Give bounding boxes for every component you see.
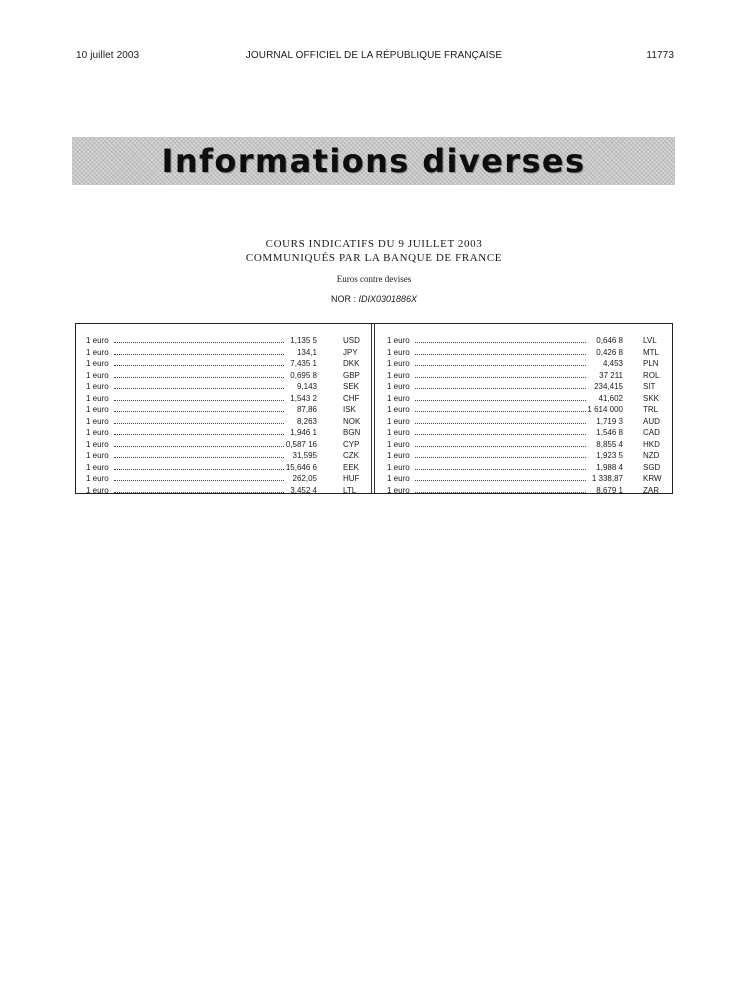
rate-row [86,450,363,462]
rate-value: 4,453 [602,359,623,368]
dot-leader [415,480,586,481]
rate-value: 1 338,87 [591,474,623,483]
section-banner [72,137,675,185]
rate-row [387,393,664,405]
rate-value: 7,435 1 [290,359,317,368]
rate-label: 1 euro [86,405,109,414]
rate-row [86,370,363,382]
dot-leader [415,354,586,355]
rate-value: 37 211 [599,370,623,380]
rate-label: 1 euro [387,439,410,449]
dot-leader [114,457,284,458]
currency-code: LTL [343,485,357,495]
rate-label: 1 euro [86,347,109,357]
nor-code: IDIX0301886X [358,294,418,304]
currency-code: GBP [343,370,360,380]
rate-row [86,347,363,359]
rate-row [387,381,664,393]
rate-row [387,404,664,416]
rate-row [387,485,664,497]
dot-leader [415,377,586,378]
dot-leader [415,411,586,412]
currency-code: ROL [643,370,660,380]
dot-leader [114,423,284,424]
rate-row [86,462,363,474]
column-divider [371,324,375,493]
rate-value: 1,719 3 [596,416,623,426]
rates-column-right [387,335,664,496]
dot-leader [114,434,284,435]
rate-row [86,358,363,370]
currency-code: EEK [343,462,360,472]
currency-code: SIT [643,382,656,391]
dot-leader [114,342,284,343]
rate-row [86,427,363,439]
rate-label: 1 euro [387,451,410,460]
rate-value: 3,452 4 [290,485,317,495]
rate-label: 1 euro [387,382,410,391]
nor-label: NOR : [330,294,356,304]
rate-value: 0,695 8 [290,370,317,380]
currency-code: LVL [643,336,657,345]
dot-leader [114,411,284,412]
rate-row [387,335,664,347]
rate-label: 1 euro [86,393,109,403]
rate-label: 1 euro [86,370,109,380]
rates-column-left [86,335,363,496]
rate-label: 1 euro [86,439,109,449]
rate-label: 1 euro [387,393,410,403]
dot-leader [114,377,284,378]
currency-code: TRL [643,405,659,414]
currency-code: AUD [643,416,660,426]
rate-label: 1 euro [86,462,109,472]
notice-subtitle: Euros contre devises [336,274,412,284]
rate-value: 1,923 5 [596,451,623,460]
rate-row [387,439,664,451]
dot-leader [415,434,586,435]
rate-label: 1 euro [86,428,109,437]
rate-row [387,347,664,359]
rate-row [86,416,363,428]
currency-code: MTL [643,347,659,357]
page-number: 11773 [646,50,674,61]
currency-code: CYP [343,439,360,449]
dot-leader [415,492,586,493]
rate-value: 1 614 000 [587,405,623,414]
rate-row [86,439,363,451]
header-date: 10 juillet 2003 [76,50,140,61]
rate-value: 41,602 [598,393,623,403]
rate-label: 1 euro [387,336,410,345]
currency-code: BGN [343,428,361,437]
rate-value: 9,143 [296,382,317,391]
rate-label: 1 euro [387,359,410,368]
rate-value: 0,587 16 [285,439,317,449]
dot-leader [415,423,586,424]
rate-value: 1,546 8 [596,428,623,437]
currency-code: CZK [343,451,359,460]
dot-leader [415,400,586,401]
dot-leader [415,365,586,366]
currency-code: DKK [343,359,360,368]
rate-row [86,404,363,416]
rate-row [387,358,664,370]
rate-label: 1 euro [387,347,410,357]
rate-label: 1 euro [86,336,109,345]
currency-code: CHF [343,393,360,403]
currency-code: JPY [343,347,358,357]
currency-code: USD [343,336,360,345]
dot-leader [114,388,284,389]
rate-row [387,370,664,382]
rate-value: 234,415 [594,382,623,391]
dot-leader [114,354,284,355]
dot-leader [114,492,284,493]
rate-label: 1 euro [86,382,109,391]
dot-leader [114,365,284,366]
rate-value: 1,988 4 [596,462,623,472]
rate-value: 8,679 1 [596,485,623,495]
currency-code: SGD [643,462,661,472]
rate-row [387,416,664,428]
rate-value: 262,05 [292,474,317,483]
rate-row [86,335,363,347]
rate-row [86,381,363,393]
rate-label: 1 euro [86,416,109,426]
dot-leader [415,342,586,343]
currency-code: CAD [643,428,660,437]
rate-label: 1 euro [387,485,410,495]
currency-code: KRW [643,474,662,483]
currency-code: ZAR [643,485,659,495]
section-title: Informations diverses [161,142,586,180]
nor-reference [0,294,748,304]
dot-leader [415,469,586,470]
rate-row [387,427,664,439]
dot-leader [114,446,284,447]
rate-value: 0,426 8 [596,347,623,357]
rate-value: 15,646 6 [285,462,317,472]
currency-code: SKK [643,393,660,403]
currency-code: HUF [343,474,360,483]
currency-code: PLN [643,359,659,368]
rate-label: 1 euro [387,405,410,414]
rate-value: 1,946 1 [290,428,317,437]
dot-leader [114,480,284,481]
currency-code: NZD [643,451,660,460]
rate-value: 31,595 [292,451,317,460]
currency-code: ISK [343,405,356,414]
exchange-rate-table [75,323,673,494]
rate-value: 87,86 [296,405,317,414]
rate-value: 1,543 2 [290,393,317,403]
rate-row [387,462,664,474]
dot-leader [415,446,586,447]
dot-leader [114,400,284,401]
rate-value: 8,263 [296,416,317,426]
rate-row [86,485,363,497]
dot-leader [114,469,284,470]
dot-leader [415,457,586,458]
currency-code: HKD [643,439,660,449]
rate-label: 1 euro [86,485,109,495]
rate-label: 1 euro [387,462,410,472]
rate-label: 1 euro [86,451,109,460]
rate-row [86,393,363,405]
rate-value: 0,646 8 [596,336,623,345]
journal-title: JOURNAL OFFICIEL DE LA RÉPUBLIQUE FRANÇAISE [245,50,503,61]
notice-title-line2: COMMUNIQUÉS PAR LA BANQUE DE FRANCE [245,252,503,264]
currency-code: SEK [343,382,360,391]
rate-row [387,473,664,485]
rate-value: 1,135 5 [290,336,317,345]
rate-value: 8,855 4 [596,439,623,449]
dot-leader [415,388,586,389]
rate-label: 1 euro [387,428,410,437]
rate-label: 1 euro [387,416,410,426]
currency-code: NOK [343,416,361,426]
rate-label: 1 euro [387,474,410,483]
rate-value: 134,1 [296,347,317,357]
rate-label: 1 euro [86,359,109,368]
rate-label: 1 euro [387,370,410,380]
rate-label: 1 euro [86,474,109,483]
rate-row [86,473,363,485]
notice-title-line1: COURS INDICATIFS DU 9 JUILLET 2003 [265,238,483,250]
rate-row [387,450,664,462]
